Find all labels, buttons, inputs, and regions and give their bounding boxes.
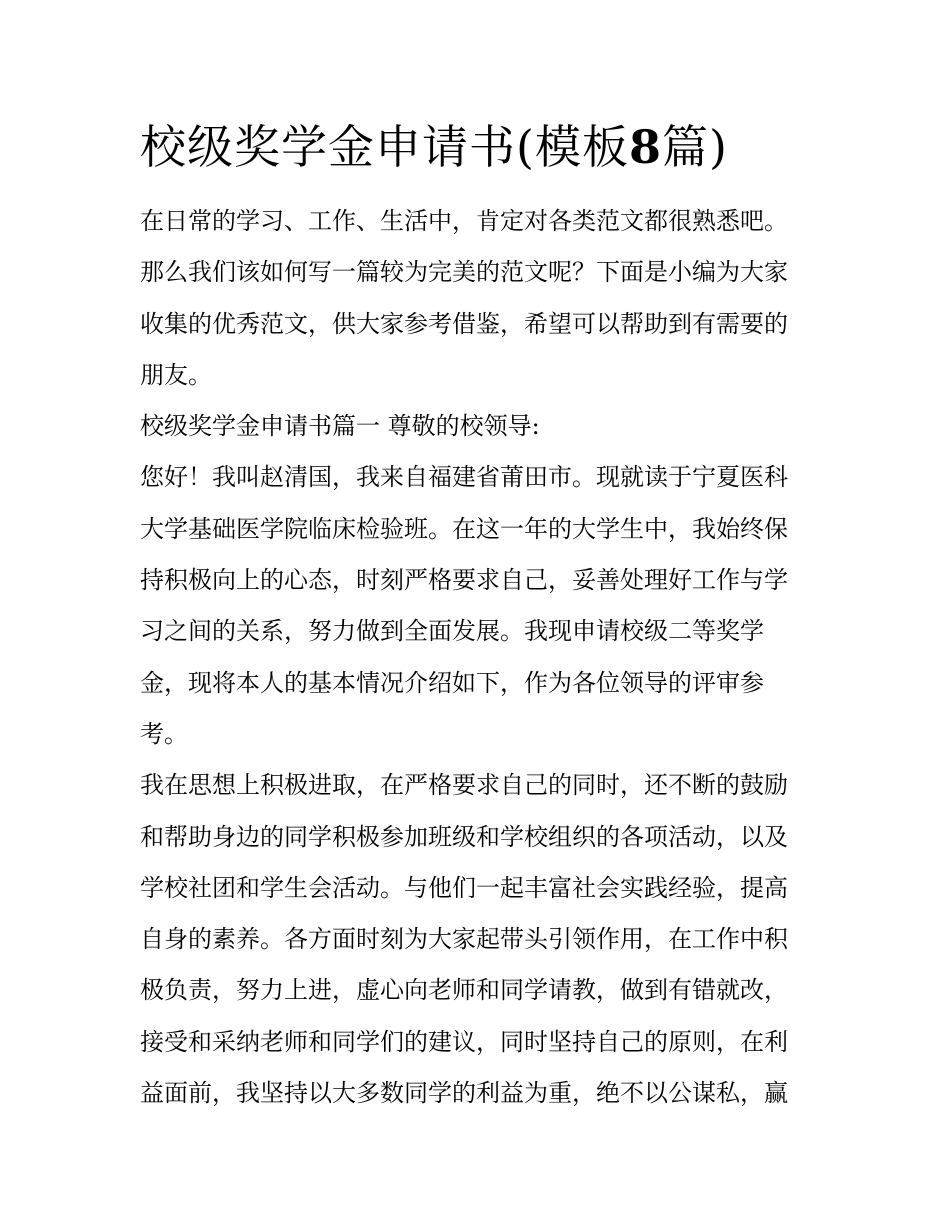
section-heading-line: 校级奖学金申请书篇一 尊敬的校领导:	[140, 412, 540, 441]
body-line: 益面前，我坚持以大多数同学的利益为重，绝不以公谋私，赢	[140, 1079, 788, 1108]
title-suffix: 篇)	[661, 120, 728, 174]
title-number: 8	[628, 120, 662, 174]
body-line: 学校社团和学生会活动。与他们一起丰富社会实践经验，提高	[140, 873, 788, 902]
body-line: 考。	[140, 719, 188, 748]
body-line: 和帮助身边的同学积极参加班级和学校组织的各项活动，以及	[140, 822, 788, 851]
body-line: 持积极向上的心态，时刻严格要求自己，妥善处理好工作与学	[140, 566, 788, 595]
document-title	[140, 116, 728, 178]
body-line: 接受和采纳老师和同学们的建议，同时坚持自己的原则，在利	[140, 1027, 788, 1056]
document-body	[140, 196, 814, 1119]
body-line: 极负责，努力上进，虚心向老师和同学请教，做到有错就改，	[140, 976, 788, 1005]
body-line: 我在思想上积极进取，在严格要求自己的同时，还不断的鼓励	[140, 771, 788, 800]
title-text: 校级奖学金申请书(模板	[140, 120, 629, 174]
body-line: 大学基础医学院临床检验班。在这一年的大学生中，我始终保	[140, 514, 788, 543]
body-line: 金，现将本人的基本情况介绍如下，作为各位领导的评审参	[140, 668, 764, 697]
body-line: 收集的优秀范文，供大家参考借鉴，希望可以帮助到有需要的	[140, 309, 788, 338]
body-line: 自身的素养。各方面时刻为大家起带头引领作用，在工作中积	[140, 925, 788, 954]
body-line: 朋友。	[140, 360, 212, 389]
body-line: 在日常的学习、工作、生活中，肯定对各类范文都很熟悉吧。	[140, 207, 788, 235]
body-line: 习之间的关系，努力做到全面发展。我现申请校级二等奖学	[140, 617, 764, 646]
body-line: 您好！我叫赵清国，我来自福建省莆田市。现就读于宁夏医科	[140, 463, 788, 492]
body-line: 那么我们该如何写一篇较为完美的范文呢？下面是小编为大家	[140, 258, 788, 287]
